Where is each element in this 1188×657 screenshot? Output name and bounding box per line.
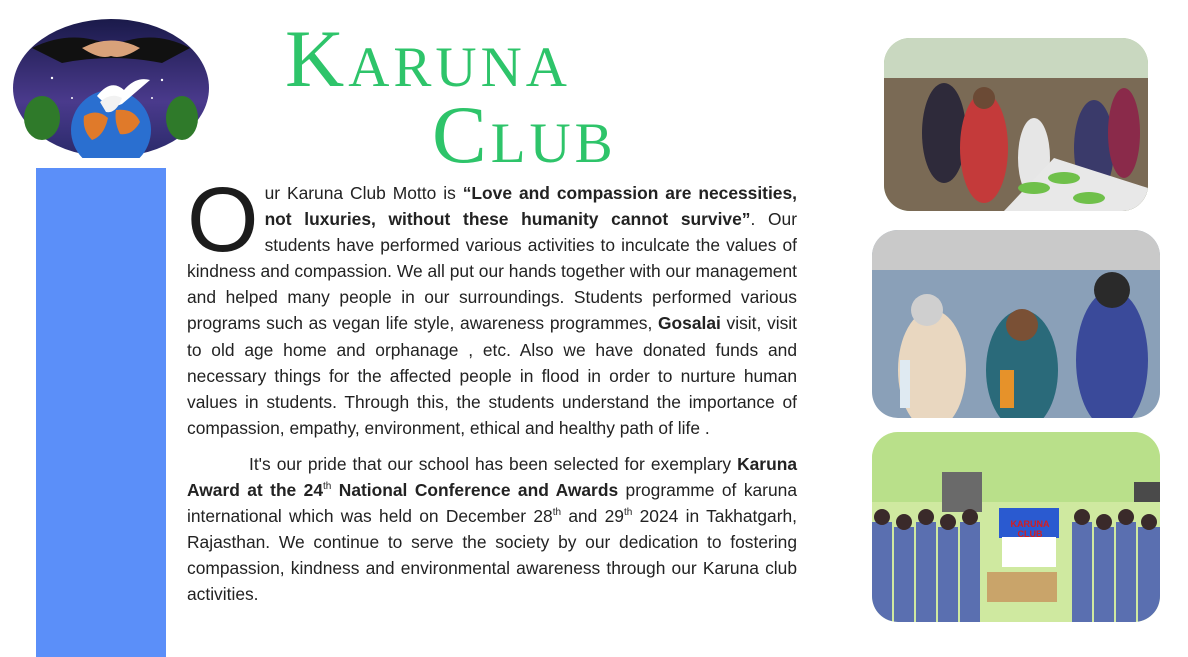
body-text xyxy=(187,169,798,608)
photo-old-age-home xyxy=(872,230,1160,418)
paragraph-1 xyxy=(187,169,798,441)
award-text-b: National Conference and Awards xyxy=(331,480,619,501)
paragraph-2 xyxy=(187,451,797,608)
p2-text-a: It's our pride that our school has been selected for exemplary xyxy=(249,453,738,474)
photo-award-group xyxy=(872,432,1160,622)
page-title-line1: Karuna xyxy=(285,13,571,104)
award-text-a: Karuna Award at the 24 xyxy=(187,453,797,501)
award-superscript: th xyxy=(323,481,332,493)
p1-text-c: visit, visit to old age home and orphanage , etc. Also we have donated funds and necessary things for the affected people in flood in order to nurture human values in students. Through this, the students understand the importance of compassion, empathy, environment, ethical and healthy path of life . xyxy=(187,313,797,438)
decorative-sidebar-bar xyxy=(36,168,166,657)
date-superscript-1: th xyxy=(552,507,562,519)
date-superscript-2: th xyxy=(623,507,633,519)
karuna-club-logo xyxy=(12,18,210,158)
p2-text-d: 2024 in Takhatgarh, Rajasthan. We continue to serve the society by our dedication to fostering compassion, kindness and environmental awareness through our Karuna club activities. xyxy=(187,506,797,605)
gosalai-text: Gosalai xyxy=(658,313,721,334)
photo-food-serving xyxy=(884,38,1148,211)
drop-cap: O xyxy=(187,169,259,271)
karuna-club-banner: KARUNA CLUB xyxy=(1010,519,1050,539)
motto-text: “Love and compassion are necessities, not luxuries, without these humanity cannot survive” xyxy=(264,183,797,230)
p1-text-a: ur Karuna Club Motto is xyxy=(264,183,463,203)
page-title-line2: Club xyxy=(432,89,617,180)
p1-text-b: . Our students have performed various activities to inculcate the values of kindness and compassion. We all put our hands together with our management and helped many people in our surroundings. Students performed various programs such as vegan life style, awareness programmes, xyxy=(187,209,798,334)
p2-text-b: programme of karuna international which was held on December 28 xyxy=(187,480,797,527)
p2-text-c: and 29 xyxy=(561,506,624,527)
